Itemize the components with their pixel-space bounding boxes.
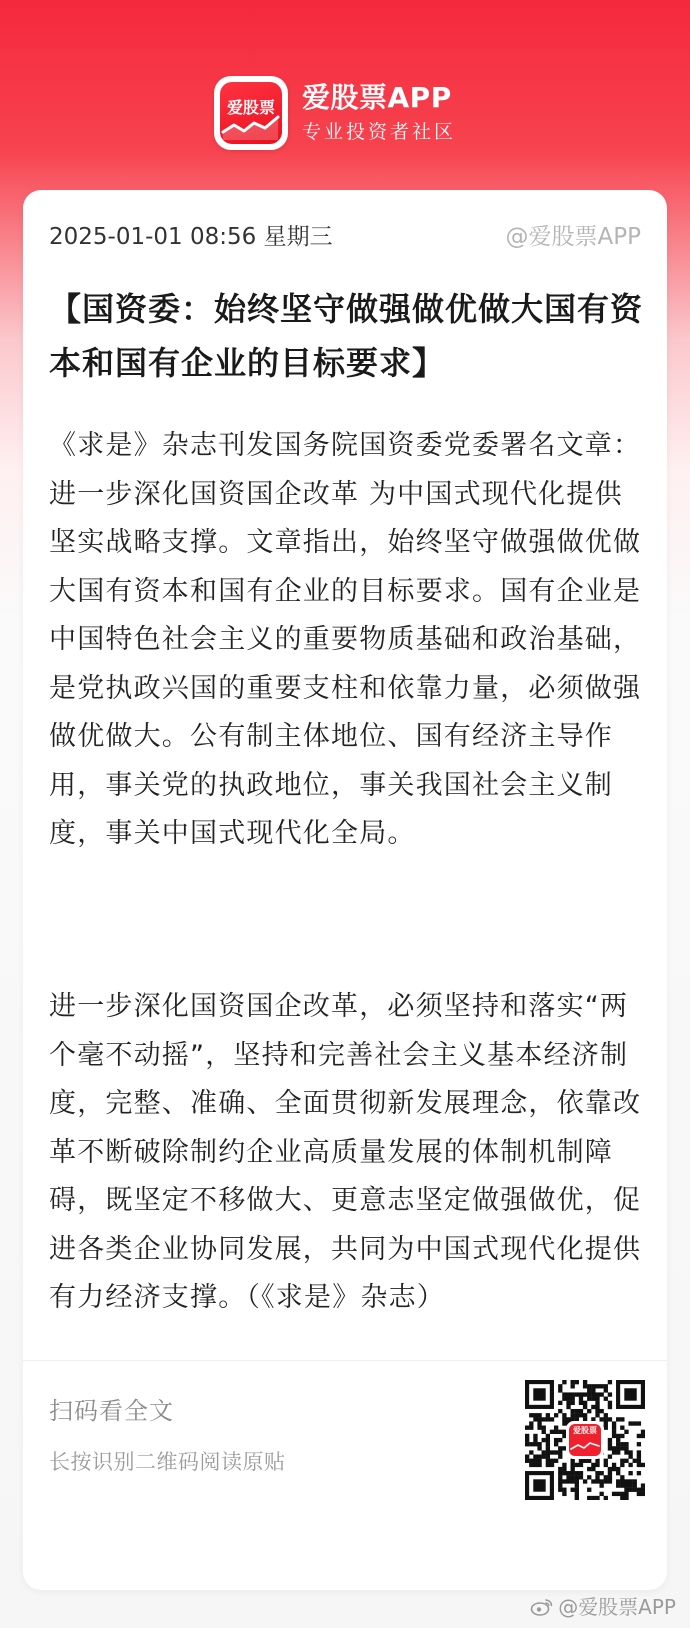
qr-logo-icon: [569, 1424, 601, 1456]
brand-header: [214, 76, 456, 150]
article-headline: 【国资委：始终坚守做强做优做大国有资本和国有企业的目标要求】: [49, 290, 644, 382]
app-logo-text: 爱股票: [226, 98, 275, 117]
qr-logo-text: 爱股票: [573, 1426, 597, 1435]
scan-hint: 长按识别二维码阅读原贴: [49, 1450, 286, 1474]
weibo-icon: [530, 1597, 554, 1617]
article-paragraph: 进一步深化国资国企改革，必须坚持和落实“两个毫不动摇”，坚持和完善社会主义基本经济制度，完整、准确、全面贯彻新发展理念，依靠改革不断破除制约企业高质量发展的体制机制障碍，既坚定不移做大、更意志坚定做强做优，促进各类企业协同发展，共同为中国式现代化提供有力经济支撑。（《求是》杂志）: [49, 991, 642, 1313]
weibo-watermark: [530, 1594, 676, 1620]
app-logo: [214, 76, 288, 150]
post-source[interactable]: @爱股票APP: [505, 224, 641, 250]
article-card: [23, 190, 667, 1590]
post-datetime: 2025-01-01 08:56 星期三: [49, 224, 333, 250]
stock-trend-icon: [220, 112, 282, 140]
app-name: 爱股票APP: [302, 81, 452, 114]
app-logo-badge: [220, 82, 282, 144]
qr-code[interactable]: [525, 1380, 645, 1500]
app-tagline: 专业投资者社区: [302, 121, 457, 143]
weibo-watermark-text: @爱股票APP: [558, 1595, 676, 1619]
qr-logo-badge: [566, 1421, 604, 1459]
article-paragraph: 《求是》杂志刊发国务院国资委党委署名文章：进一步深化国资国企改革 为中国式现代化提供坚实战略支撑。文章指出，始终坚守做强做优做大国有资本和国有企业的目标要求。国有企业是中国特色社会主义的重要物质基础和政治基础，是党执政兴国的重要支柱和依靠力量，必须做强做优做大。公有制主体地位、国有经济主导作用，事关党的执政地位，事关我国社会主义制度，事关中国式现代化全局。: [49, 430, 642, 849]
qr-trend-icon: [569, 1439, 601, 1453]
footer-divider: [23, 1360, 667, 1361]
scan-title: 扫码看全文: [49, 1397, 174, 1425]
